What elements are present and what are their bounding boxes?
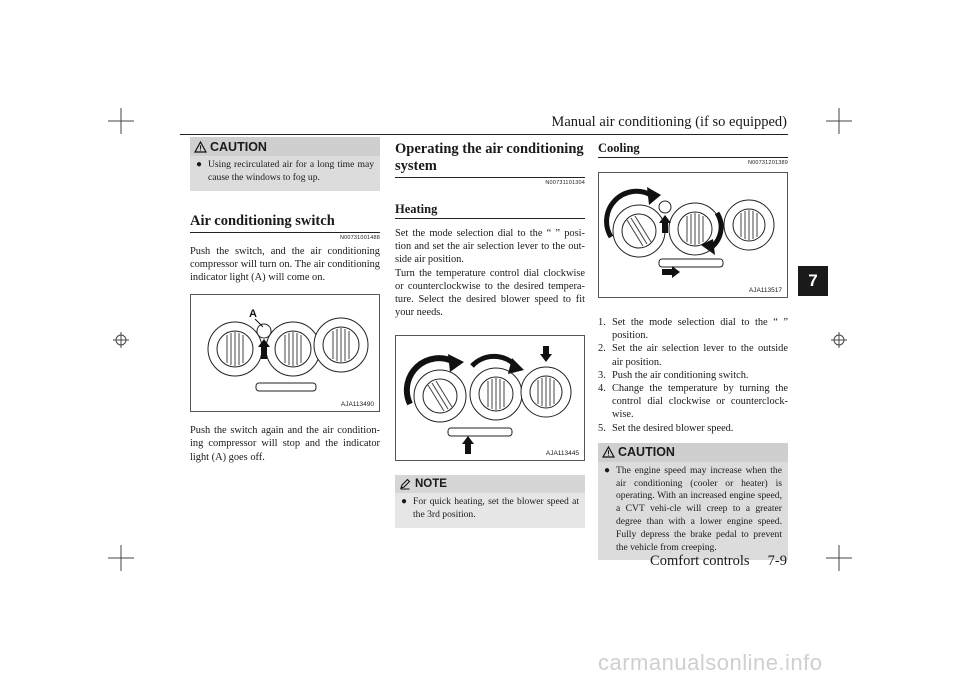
control-panel-illustration [396, 336, 584, 460]
list-item: 3. Push the air conditioning switch. [598, 369, 749, 381]
page-footer [650, 553, 787, 570]
figure-code: AJA113517 [748, 287, 782, 294]
figure-label: A [249, 308, 257, 321]
paragraph: Turn the temperature control dial clockwise or counterclockwise to the desired tempera-ture. Select the desired blower speed to fit your needs. [395, 267, 585, 319]
figure-heating [395, 335, 585, 461]
rotate-arrow-icon [472, 357, 516, 367]
figure-code: AJA113445 [545, 450, 579, 458]
footer-section: Comfort controls [650, 553, 750, 569]
paragraph: Set the mode selection dial to the “ ” posi-tion and set the air selection lever to the out-side air position. [395, 228, 585, 266]
caution-text: ● Using recirculated air for a long time may cause the windows to fog up. [196, 159, 374, 183]
caution-box [190, 137, 380, 191]
list-item: 1. Set the mode selection dial to the “ ” position. [598, 317, 788, 342]
figure-ac-switch [190, 294, 380, 412]
caution-header [598, 443, 788, 462]
steps-list [598, 316, 788, 435]
caution-text: ● The engine speed may increase when the air conditioning (cooler or heater) is operating. With an increased engine speed, a CVT vehi-cle will creep to a greater degree than with a lower engine speed. Fully depress the brake pedal to prevent the vehicle from creeping. [604, 464, 782, 553]
section-code: N00731001488 [339, 234, 380, 241]
paragraph: Push the switch, and the air conditioning compressor will turn on. The air conditioning indicator light (A) will come on. [190, 245, 380, 283]
figure-code: AJA113490 [340, 401, 374, 409]
up-arrow-icon [462, 436, 474, 454]
warning-triangle-icon [602, 446, 615, 458]
subsection-title: Heating [395, 202, 585, 219]
page-header-title: Manual air conditioning (if so equipped) [551, 114, 787, 130]
note-pencil-icon [399, 478, 411, 490]
caution-header [190, 137, 380, 156]
note-text: ● For quick heating, set the blower speed at the 3rd position. [401, 496, 579, 521]
section-title: Operating the air conditioning system [395, 141, 585, 178]
section-title: Air conditioning switch [190, 213, 380, 233]
caution-label: CAUTION [618, 445, 675, 460]
caution-label: CAUTION [210, 139, 267, 154]
section-code: N00731101304 [545, 180, 585, 186]
section-code: N00731201389 [747, 160, 788, 166]
column-3 [598, 137, 788, 560]
column-1 [190, 137, 380, 464]
figure-cooling [598, 172, 788, 298]
note-label: NOTE [415, 478, 447, 491]
list-item: 4. Change the temperature by turning the control dial clockwise or counterclock-wise. [598, 383, 788, 421]
warning-triangle-icon [194, 141, 207, 153]
subsection-title: Cooling [598, 141, 788, 158]
note-box [395, 475, 585, 528]
column-2 [395, 137, 585, 528]
header-rule [180, 134, 788, 135]
up-arrow-icon [662, 266, 680, 278]
up-arrow-icon [540, 346, 552, 362]
paragraph: Push the switch again and the air condition-ing compressor will stop and the indicator light (A) goes off. [190, 425, 380, 463]
control-panel-illustration [191, 295, 379, 411]
note-header [395, 475, 585, 493]
caution-box [598, 443, 788, 561]
control-panel-illustration [599, 173, 787, 297]
chapter-tab: 7 [798, 266, 828, 296]
footer-page-number: 7-9 [767, 553, 787, 569]
list-item: 2. Set the air selection lever to the outside air position. [598, 343, 788, 368]
watermark: carmanualsonline.info [598, 650, 823, 675]
list-item: 5. Set the desired blower speed. [598, 422, 734, 434]
